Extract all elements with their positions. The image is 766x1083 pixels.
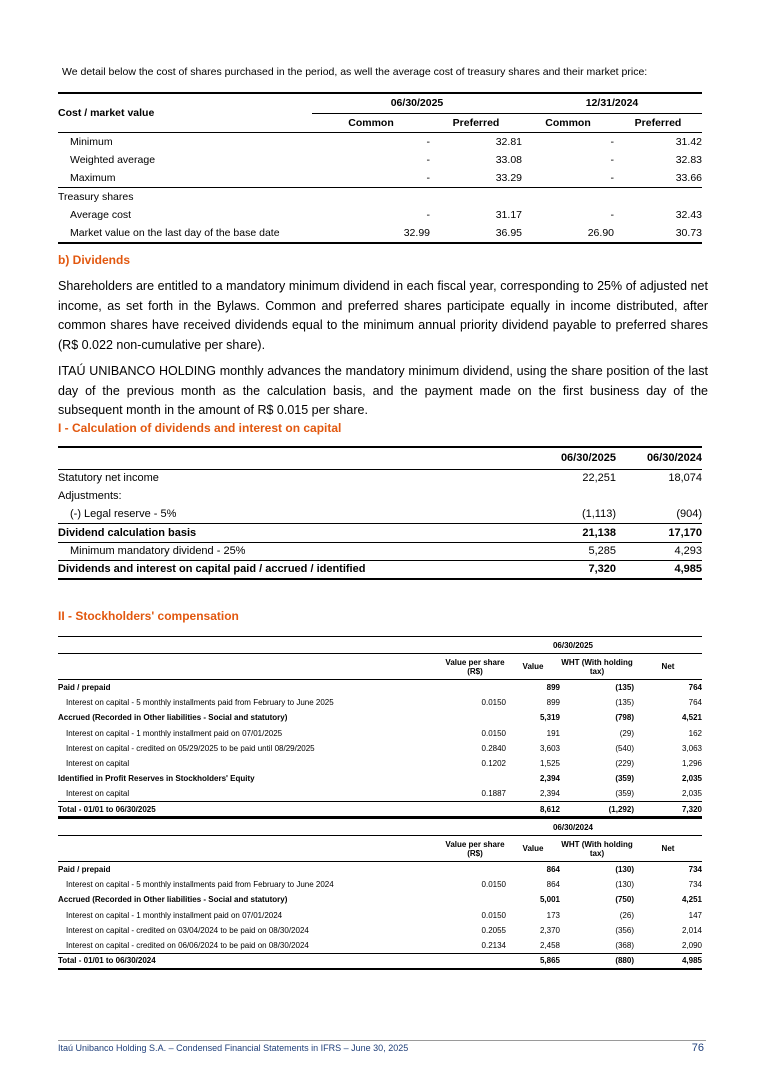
cell-value: 2,394 — [539, 774, 560, 784]
compensation-heading: II - Stockholders' compensation — [58, 609, 239, 623]
cell-vps — [444, 953, 506, 968]
table-row — [58, 487, 702, 505]
footer-text: Itaú Unibanco Holding S.A. – Condensed Financial Statements in IFRS – June 30, 2025 — [58, 1043, 409, 1053]
row-label: Total - 01/01 to 06/30/2025 — [58, 802, 444, 817]
cell-vps — [444, 710, 506, 725]
cell-wht: (130) — [615, 864, 634, 874]
table-row — [58, 938, 702, 953]
cell-value: 173 — [546, 910, 560, 920]
table-row — [58, 725, 702, 740]
cell-vps: 0.1202 — [481, 759, 506, 769]
cell-net: 2,090 — [681, 940, 702, 950]
cell-value: 32.81 — [495, 135, 522, 148]
cost-table-subheader: Common — [522, 113, 614, 132]
cell-value: 33.66 — [614, 169, 702, 188]
cell-value: - — [426, 135, 430, 148]
cell-value: - — [426, 153, 430, 166]
cell-wht: (135) — [615, 697, 634, 707]
cell-value: 33.29 — [430, 169, 522, 188]
comp-period-header: 06/30/2024 — [444, 819, 702, 836]
cell-vps — [444, 802, 506, 817]
calc-column-header: 06/30/2025 — [528, 447, 616, 469]
cell-value: - — [610, 209, 614, 222]
cell-value: 33.08 — [495, 153, 522, 166]
cell-value: 36.95 — [430, 225, 522, 244]
cell-wht: (798) — [615, 713, 634, 723]
page-number: 76 — [691, 1042, 704, 1054]
cell-wht: (356) — [615, 925, 634, 935]
table-row — [58, 206, 702, 225]
calc-heading: I - Calculation of dividends and interest on capital — [58, 421, 342, 435]
cell-value: - — [610, 135, 614, 148]
cell-value: - — [522, 169, 614, 188]
cell-net: 764 — [688, 682, 702, 692]
cell-value: 18,074 — [668, 472, 702, 485]
footer-divider — [58, 1040, 706, 1041]
cell-value: - — [426, 209, 430, 222]
table-row — [58, 862, 702, 877]
cell-wht: (1,292) — [560, 802, 634, 817]
cell-wht: (359) — [615, 774, 634, 784]
cell-net: 2,035 — [681, 774, 702, 784]
row-label: Market value on the last day of the base date — [58, 225, 312, 244]
dividends-paragraph-1: Shareholders are entitled to a mandatory minimum dividend in each fiscal year, corresponding to 25% of adjusted net income, as set forth in the Bylaws. Common and preferred shares participate equally in income distributed, after common shares have received dividends equal to the minimum annual priority dividend payable to preferred shares (R$ 0.022 non-cumulative per share). — [58, 279, 708, 352]
cell-value: 4,985 — [616, 560, 702, 578]
table-row — [58, 771, 702, 786]
cell-vps — [444, 680, 506, 695]
cell-value: - — [312, 169, 430, 188]
col-wht: WHT (With holding tax) — [560, 836, 634, 862]
cell-wht: (26) — [619, 910, 634, 920]
cell-value: 864 — [546, 879, 560, 889]
cell-value: 31.42 — [675, 135, 702, 148]
cell-value: 191 — [546, 728, 560, 738]
cell-value: 2,370 — [539, 925, 560, 935]
cell-vps: 0.0150 — [481, 728, 506, 738]
cell-value: 8,612 — [506, 802, 560, 817]
cell-value: (1,113) — [528, 506, 616, 524]
cost-market-value-table — [58, 92, 702, 244]
table-row — [58, 710, 702, 725]
dividends-paragraph-2: ITAÚ UNIBANCO HOLDING monthly advances the mandatory minimum dividend, using the share position of the last day of the previous month as the calculation basis, and the payment made on the first business day of the subsequent month in the amount of R$ 0.015 per share. — [58, 364, 708, 417]
cell-value: 2,458 — [539, 940, 560, 950]
cell-value: 21,138 — [528, 524, 616, 542]
cell-wht: (880) — [560, 953, 634, 968]
cell-value: 32.83 — [675, 153, 702, 166]
row-label: Paid / prepaid — [58, 682, 111, 692]
cell-vps: 0.1887 — [481, 789, 506, 799]
cell-wht: (540) — [615, 743, 634, 753]
cell-value: 5,001 — [539, 895, 560, 905]
cell-net: 147 — [688, 910, 702, 920]
cell-value: 4,293 — [616, 542, 702, 560]
table-row — [58, 907, 702, 922]
table-row — [58, 542, 702, 560]
table-row — [58, 469, 702, 487]
cell-net: 4,521 — [681, 713, 702, 723]
table-row — [58, 506, 702, 524]
row-label: Minimum mandatory dividend - 25% — [58, 542, 528, 560]
cost-table-subheader: Preferred — [614, 113, 702, 132]
cell-value: 26.90 — [522, 225, 614, 244]
cell-net: 2,014 — [681, 925, 702, 935]
cell-vps: 0.0150 — [481, 697, 506, 707]
row-label: Interest on capital - credited on 06/06/2024 to be paid on 08/30/2024 — [66, 940, 309, 950]
cell-vps — [444, 771, 506, 786]
cell-vps: 0.0150 — [481, 910, 506, 920]
table-row — [58, 923, 702, 938]
compensation-table-2025 — [58, 636, 702, 818]
row-label: Minimum — [70, 135, 113, 148]
col-value-per-share: Value per share (R$) — [444, 654, 506, 680]
cell-wht: (29) — [619, 728, 634, 738]
total-row — [58, 802, 702, 817]
table-row — [58, 188, 702, 207]
col-wht: WHT (With holding tax) — [560, 654, 634, 680]
cell-net: 734 — [688, 879, 702, 889]
cell-vps: 0.2055 — [481, 925, 506, 935]
cell-value: - — [610, 153, 614, 166]
col-net: Net — [634, 836, 702, 862]
cell-vps: 0.0150 — [481, 879, 506, 889]
cell-value: 32.43 — [675, 209, 702, 222]
cell-value: 899 — [546, 682, 560, 692]
cell-net: 7,320 — [634, 802, 702, 817]
table-row — [58, 524, 702, 542]
table-row — [58, 787, 702, 802]
cell-net: 4,985 — [634, 953, 702, 968]
table-row — [58, 877, 702, 892]
cell-net: 4,251 — [681, 895, 702, 905]
col-value: Value — [506, 836, 560, 862]
cell-value: 5,865 — [506, 953, 560, 968]
cell-vps: 0.2840 — [481, 743, 506, 753]
row-label: Treasury shares — [58, 191, 134, 203]
row-label: Interest on capital - 5 monthly installments paid from February to June 2025 — [66, 697, 334, 707]
total-row — [58, 953, 702, 968]
cost-table-subheader: Preferred — [430, 113, 522, 132]
cell-value: 5,319 — [539, 713, 560, 723]
cell-vps — [444, 862, 506, 877]
row-label: Total - 01/01 to 06/30/2024 — [58, 953, 444, 968]
row-label: Weighted average — [70, 153, 156, 166]
cost-table-subheader: Common — [312, 113, 430, 132]
cell-wht: (359) — [615, 789, 634, 799]
cell-value: 31.17 — [495, 209, 522, 222]
cell-wht: (368) — [615, 940, 634, 950]
row-label: Interest on capital - credited on 05/29/2025 to be paid until 08/29/2025 — [66, 743, 315, 753]
cell-wht: (229) — [615, 759, 634, 769]
cost-table-period: 06/30/2025 — [312, 93, 522, 113]
col-value: Value — [506, 654, 560, 680]
row-label: Interest on capital — [66, 759, 130, 769]
row-label: Adjustments: — [58, 490, 122, 503]
cell-net: 3,063 — [681, 743, 702, 753]
table-row — [58, 695, 702, 710]
row-label: Accrued (Recorded in Other liabilities - Social and statutory) — [58, 895, 288, 905]
row-label: Identified in Profit Reserves in Stockholders' Equity — [58, 774, 255, 784]
table-row — [58, 225, 702, 244]
cell-wht: (750) — [615, 895, 634, 905]
cell-net: 2,035 — [681, 789, 702, 799]
row-label: Interest on capital - 1 monthly installment paid on 07/01/2025 — [66, 728, 283, 738]
cost-table-period: 12/31/2024 — [522, 93, 702, 113]
table-row — [58, 132, 702, 151]
row-label: Average cost — [70, 209, 132, 222]
calc-column-header: 06/30/2024 — [616, 447, 702, 469]
cell-net: 1,296 — [681, 759, 702, 769]
cell-value: 864 — [546, 864, 560, 874]
cell-wht: (130) — [615, 879, 634, 889]
col-net: Net — [634, 654, 702, 680]
cell-value: (904) — [616, 506, 702, 524]
dividends-heading: b) Dividends — [58, 253, 131, 267]
cell-value: 30.73 — [614, 225, 702, 244]
table-row — [58, 560, 702, 578]
cell-value: 899 — [546, 697, 560, 707]
cell-value: 3,603 — [539, 743, 560, 753]
row-label: Dividends and interest on capital paid / accrued / identified — [58, 560, 528, 578]
cell-net: 764 — [688, 697, 702, 707]
cell-value: 1,525 — [539, 759, 560, 769]
cell-value: 32.99 — [312, 225, 430, 244]
cell-value: 2,394 — [539, 789, 560, 799]
col-value-per-share: Value per share (R$) — [444, 836, 506, 862]
row-label: Dividend calculation basis — [58, 524, 528, 542]
table-row — [58, 756, 702, 771]
intro-text: We detail below the cost of shares purchased in the period, as well the average cost of treasury shares and their market price: — [62, 66, 648, 78]
table-row — [58, 892, 702, 907]
row-label: (-) Legal reserve - 5% — [58, 506, 528, 524]
cell-value: 17,170 — [616, 524, 702, 542]
table-row — [58, 169, 702, 188]
row-label: Paid / prepaid — [58, 864, 111, 874]
row-label: Accrued (Recorded in Other liabilities - Social and statutory) — [58, 713, 288, 723]
compensation-table-2024 — [58, 818, 702, 970]
row-label: Interest on capital — [66, 789, 130, 799]
row-label: Interest on capital - 5 monthly installments paid from February to June 2024 — [66, 879, 334, 889]
cell-value: 22,251 — [582, 472, 616, 485]
cell-wht: (135) — [615, 682, 634, 692]
dividend-calculation-table — [58, 446, 702, 580]
cell-net: 162 — [688, 728, 702, 738]
cost-table-row-header: Cost / market value — [58, 93, 312, 132]
table-row — [58, 151, 702, 170]
cell-value: 5,285 — [528, 542, 616, 560]
table-row — [58, 741, 702, 756]
cell-net: 734 — [688, 864, 702, 874]
cell-value: 7,320 — [528, 560, 616, 578]
row-label: Interest on capital - credited on 03/04/2024 to be paid on 08/30/2024 — [66, 925, 309, 935]
row-label: Maximum — [58, 169, 312, 188]
table-row — [58, 680, 702, 695]
comp-period-header: 06/30/2025 — [444, 637, 702, 654]
row-label: Interest on capital - 1 monthly installment paid on 07/01/2024 — [66, 910, 283, 920]
cell-vps — [444, 892, 506, 907]
cell-vps: 0.2134 — [481, 940, 506, 950]
row-label: Statutory net income — [58, 472, 159, 485]
